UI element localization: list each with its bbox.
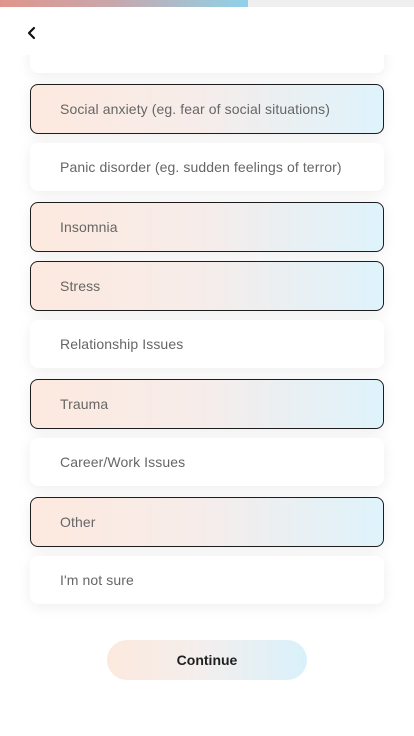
option-label: Trauma <box>60 396 109 412</box>
option-item[interactable] <box>30 497 384 547</box>
option-label: Insomnia <box>60 219 118 235</box>
option-item[interactable] <box>30 379 384 429</box>
option-item[interactable] <box>30 143 384 191</box>
header <box>0 7 414 55</box>
chevron-left-icon <box>18 19 46 47</box>
option-item[interactable] <box>30 556 384 604</box>
option-item[interactable] <box>30 438 384 486</box>
continue-button[interactable]: Continue <box>107 640 307 680</box>
back-button[interactable] <box>18 19 46 47</box>
option-label: I'm not sure <box>60 572 134 588</box>
option-item[interactable] <box>30 55 384 73</box>
option-item[interactable] <box>30 202 384 252</box>
option-label: Social anxiety (eg. fear of social situations) <box>60 101 330 117</box>
option-item[interactable] <box>30 320 384 368</box>
option-label: Panic disorder (eg. sudden feelings of terror) <box>60 159 342 175</box>
option-label: Other <box>60 514 96 530</box>
option-label: Career/Work Issues <box>60 454 186 470</box>
options-list <box>30 55 384 615</box>
option-item[interactable] <box>30 261 384 311</box>
options-scroll-area[interactable] <box>0 55 414 736</box>
option-label: Stress <box>60 278 101 294</box>
option-label: Relationship Issues <box>60 336 184 352</box>
option-item[interactable] <box>30 84 384 134</box>
progress-bar <box>0 0 414 7</box>
progress-bar-fill <box>0 0 248 7</box>
